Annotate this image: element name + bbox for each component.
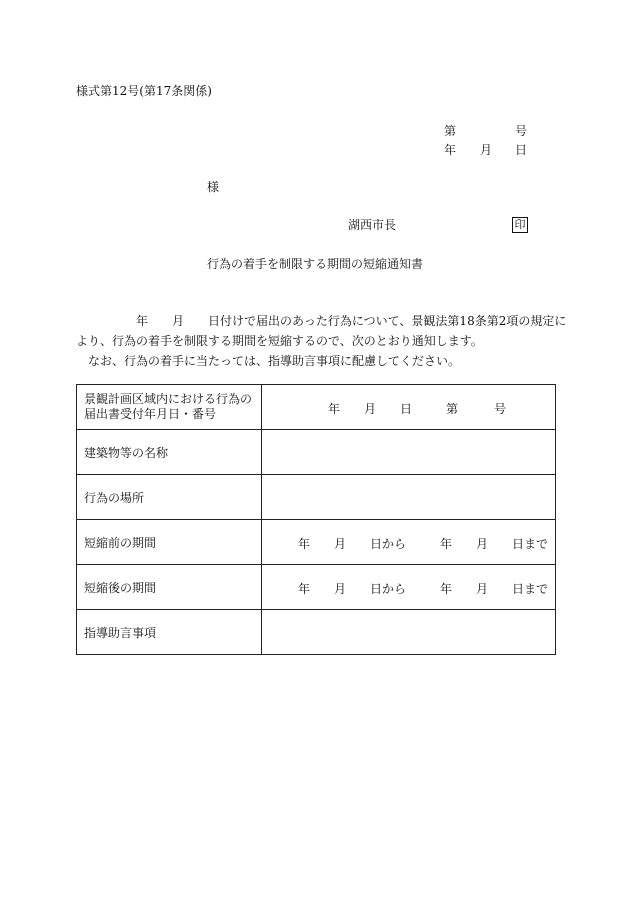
before-from-month: 月 — [334, 537, 347, 551]
document-title: 行為の着手を制限する期間の短縮通知書 — [207, 257, 424, 271]
body-month: 月 — [172, 314, 185, 328]
before-from-day: 日から — [370, 537, 407, 551]
label-guidance: 指導助言事項 — [77, 610, 262, 655]
before-to-day: 日まで — [512, 537, 549, 551]
value-period-after[interactable] — [262, 565, 556, 610]
label-building-name: 建築物等の名称 — [77, 430, 262, 475]
receipt-month: 月 — [364, 402, 377, 416]
value-period-before[interactable] — [262, 520, 556, 565]
after-to-month: 月 — [476, 582, 489, 596]
label-receipt-line1: 景観計画区域内における行為の — [84, 392, 253, 406]
before-to-month: 月 — [476, 537, 489, 551]
label-period-after: 短縮後の期間 — [77, 565, 262, 610]
body-line-2: より、行為の着手を制限する期間を短縮するので、次のとおり通知します。 — [76, 334, 483, 348]
table-row — [77, 565, 556, 610]
receipt-dai: 第 — [446, 402, 459, 416]
addressee-suffix: 様 — [207, 180, 220, 194]
body-line-1 — [76, 311, 567, 331]
date-day: 日 — [515, 143, 528, 157]
receipt-year: 年 — [328, 402, 341, 416]
value-building-name[interactable] — [262, 430, 556, 475]
value-receipt[interactable] — [262, 385, 556, 430]
after-from-day: 日から — [370, 582, 407, 596]
table-row — [77, 430, 556, 475]
value-location[interactable] — [262, 475, 556, 520]
after-from-month: 月 — [334, 582, 347, 596]
notification-table — [76, 384, 556, 655]
receipt-day: 日 — [400, 402, 413, 416]
body-line-3: なお、行為の着手に当たっては、指導助言事項に配慮してください。 — [88, 354, 461, 368]
date-month: 月 — [480, 143, 493, 157]
label-receipt — [77, 385, 262, 430]
table-row — [77, 475, 556, 520]
before-to-year: 年 — [440, 537, 453, 551]
label-period-before: 短縮前の期間 — [77, 520, 262, 565]
issuer-name: 湖西市長 — [348, 218, 397, 232]
after-from-year: 年 — [298, 582, 311, 596]
value-guidance[interactable] — [262, 610, 556, 655]
table-row — [77, 385, 556, 430]
before-from-year: 年 — [298, 537, 311, 551]
seal-mark: 印 — [512, 217, 528, 233]
after-to-day: 日まで — [512, 582, 549, 596]
body-year: 年 — [136, 314, 149, 328]
table-row — [77, 610, 556, 655]
date-year: 年 — [444, 143, 457, 157]
table-row — [77, 520, 556, 565]
doc-number-dai: 第 — [444, 124, 457, 138]
body-text — [76, 311, 567, 371]
after-to-year: 年 — [440, 582, 453, 596]
label-receipt-line2: 届出書受付年月日・番号 — [84, 407, 217, 421]
form-number: 様式第12号(第17条関係) — [76, 84, 212, 98]
label-location: 行為の場所 — [77, 475, 262, 520]
doc-number-go: 号 — [515, 124, 528, 138]
body-line-1-rest: 日付けで届出のあった行為について、景観法第18条第2項の規定に — [208, 314, 567, 328]
receipt-go: 号 — [494, 402, 507, 416]
